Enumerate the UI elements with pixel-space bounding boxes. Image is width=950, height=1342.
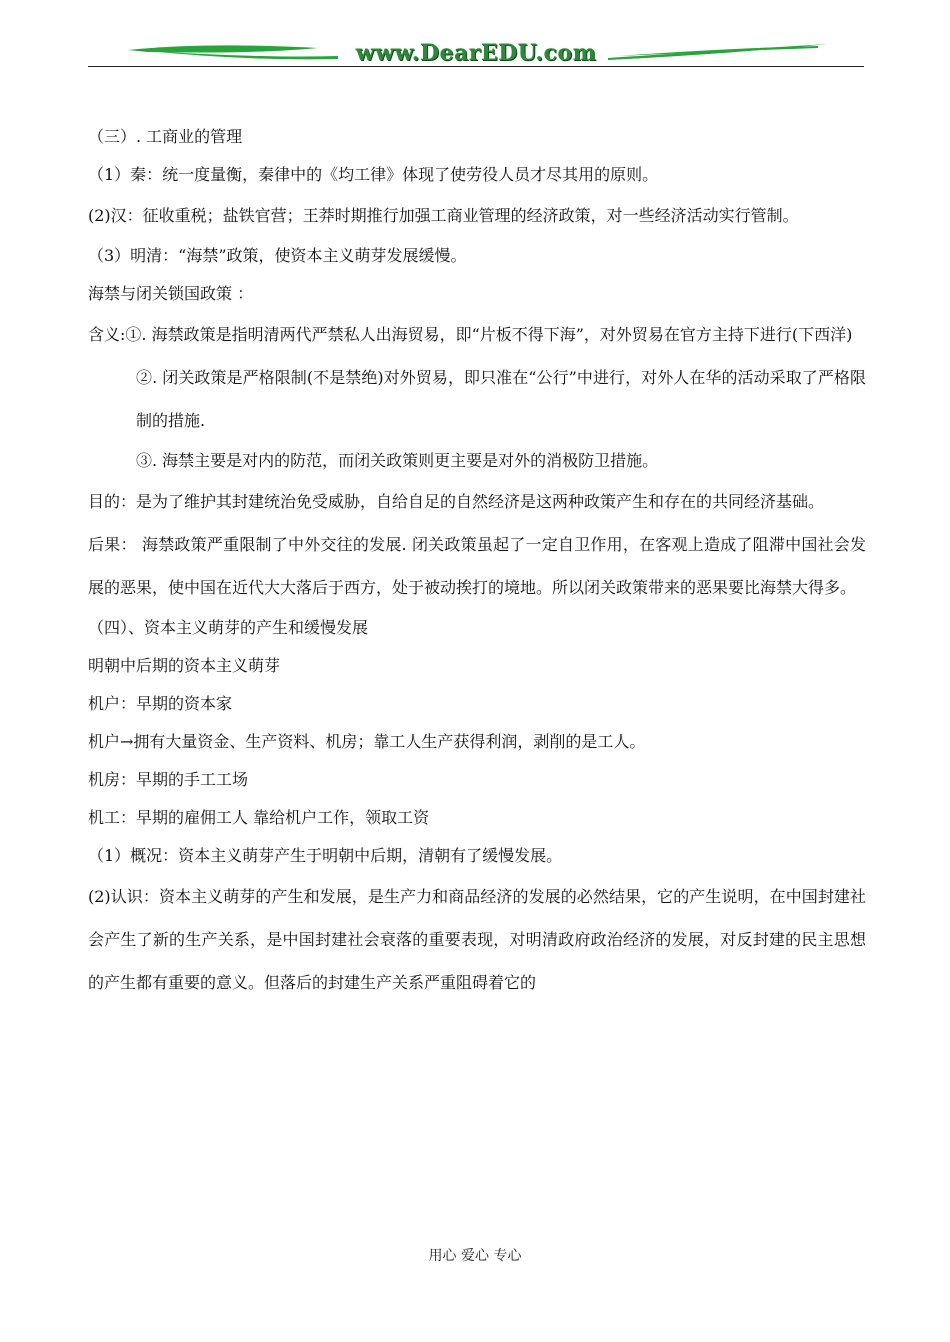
section-heading-3: （三）. 工商业的管理 <box>88 127 243 146</box>
paragraph-han: (2)汉：征收重税；盐铁官营；王莽时期推行加强工商业管理的经济政策，对一些经济活动实行管制。 <box>88 206 799 225</box>
site-header <box>88 36 864 70</box>
definition-jihu: 机户：早期的资本家 <box>88 694 233 713</box>
definition-jifang: 机房：早期的手工工场 <box>88 770 249 789</box>
paragraph-mingqing: （3）明清：“海禁”政策，使资本主义萌芽发展缓慢。 <box>88 246 467 265</box>
document-body <box>88 118 866 1004</box>
paragraph-purpose: 目的：是为了维护其封建统治免受威胁，自给自足的自然经济是这两种政策产生和存在的共同经济基础。 <box>88 492 825 511</box>
page-footer: 用心 爱心 专心 <box>428 1248 522 1264</box>
paragraph-overview: （1）概况：资本主义萌芽产生于明朝中后期，清朝有了缓慢发展。 <box>88 846 563 865</box>
definition-jigong: 机工：早期的雇佣工人 靠给机户工作，领取工资 <box>88 808 430 827</box>
paragraph-meaning-3: ③. 海禁主要是对内的防范，而闭关政策则更主要是对外的消极防卫措施。 <box>136 451 659 470</box>
paragraph-qin: （1）秦：统一度量衡，秦律中的《均工律》体现了使劳役人员才尽其用的原则。 <box>88 165 659 184</box>
header-divider <box>88 66 864 67</box>
paragraph-consequence: 后果： 海禁政策严重限制了中外交往的发展. 闭关政策虽起了一定自卫作用，在客观上造成了阻滞中国社会发展的恶果，使中国在近代大大落后于西方，处于被动挨打的境地。所以闭关政策带来的恶果要比海禁大得多。 <box>88 535 866 597</box>
paragraph-meaning-1: 含义:①. 海禁政策是指明清两代严禁私人出海贸易，即“片板不得下海”，对外贸易在官方主持下进行(下西洋) <box>88 325 853 344</box>
paragraph-understanding: (2)认识：资本主义萌芽的产生和发展，是生产力和商品经济的发展的必然结果，它的产生说明，在中国封建社会产生了新的生产关系，是中国封建社会衰落的重要表现，对明清政府政治经济的发展，对反封建的民主思想的产生都有重要的意义。但落后的封建生产关系严重阻碍着它的 <box>88 887 866 992</box>
section-heading-4: （四）、资本主义萌芽的产生和缓慢发展 <box>88 618 369 637</box>
definition-jihu-detail: 机户→拥有大量资金、生产资料、机房；靠工人生产获得利润，剥削的是工人。 <box>88 732 646 751</box>
subheading-haijin: 海禁与闭关锁国政策 ： <box>88 284 254 303</box>
site-name: www.DearEDU.com <box>355 40 597 66</box>
subheading-sprouts: 明朝中后期的资本主义萌芽 <box>88 656 281 675</box>
paragraph-meaning-2: ②. 闭关政策是严格限制(不是禁绝)对外贸易，即只准在“公行”中进行，对外人在华的活动采取了严格限制的措施. <box>136 368 866 430</box>
